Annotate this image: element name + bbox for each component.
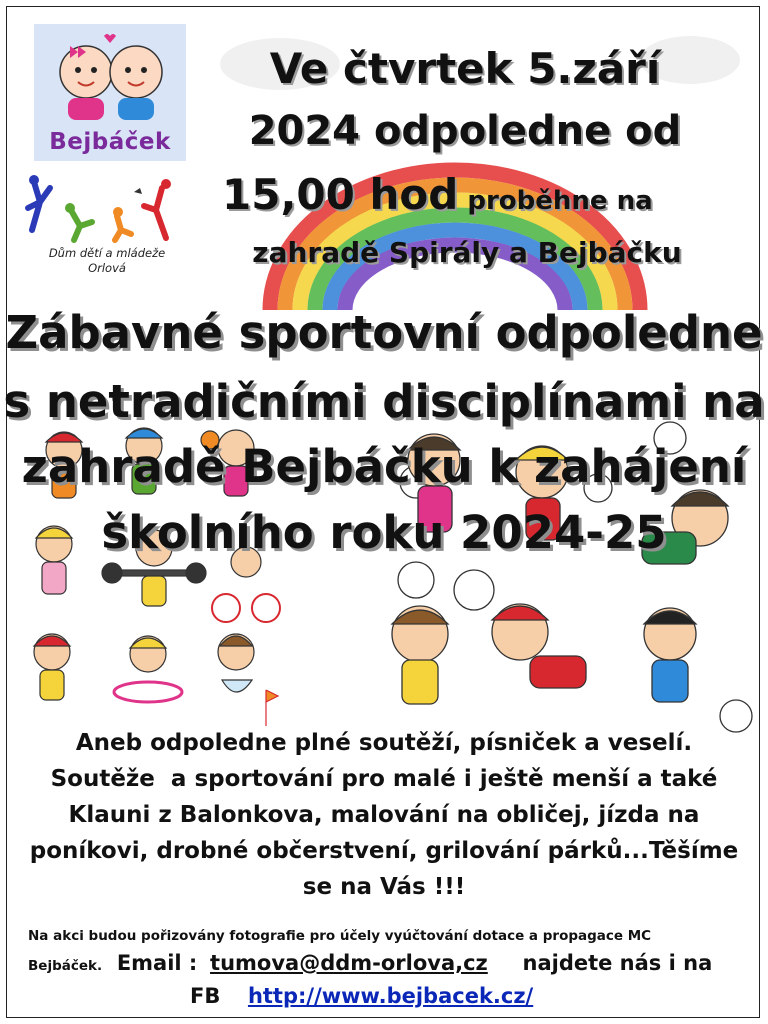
babies-icon bbox=[34, 28, 186, 128]
photo-notice: Na akci budou pořizovány fotografie pro účely vyúčtování dotace a propagace MC bbox=[28, 928, 652, 944]
contact-line bbox=[28, 951, 712, 975]
org-name: Bejbáček. bbox=[28, 958, 103, 974]
description-line-4: poníkovi, drobné občerstvení, grilování párků...Těšíme bbox=[29, 838, 739, 864]
website-link[interactable]: http://www.bejbacek.cz/ bbox=[247, 984, 534, 1008]
header-time: 15,00 hod bbox=[222, 170, 459, 219]
header-line-1: Ve čtvrtek 5.září bbox=[269, 44, 661, 93]
website-line bbox=[190, 984, 533, 1008]
headline-line-4: školního roku 2024-25 bbox=[101, 506, 667, 559]
description-line-3: Klauni z Balonkova, malování na obličej, jízda na bbox=[68, 802, 700, 828]
description-line-2: Soutěže a sportování pro malé i ještě menší a také bbox=[50, 766, 718, 792]
header-line-3 bbox=[222, 170, 653, 219]
email-link[interactable]: tumova@ddm-orlova,cz bbox=[210, 951, 488, 975]
description-line-1: Aneb odpoledne plné soutěží, písniček a veselí. bbox=[75, 730, 693, 756]
ddm-logo-text bbox=[22, 246, 192, 276]
headline-line-1: Zábavné sportovní odpoledne bbox=[5, 306, 763, 359]
header-line-4: zahradě Spirály a Bejbáčku bbox=[252, 236, 682, 269]
ddm-logo-line1: Dům dětí a mládeže bbox=[48, 246, 166, 260]
description-line-5: se na Vás !!! bbox=[302, 874, 466, 900]
headline-line-3: zahradě Bejbáčku k zahájení bbox=[21, 440, 747, 493]
bejbacek-logo bbox=[34, 24, 186, 161]
ddm-orlova-logo bbox=[22, 172, 192, 288]
find-us-text: najdete nás i na bbox=[522, 951, 713, 975]
header-line-3-rest: proběhne na bbox=[458, 186, 653, 216]
headline-line-2: s netradičními disciplínami na bbox=[3, 375, 765, 428]
bejbacek-logo-text: Bejbáček bbox=[49, 129, 171, 155]
ddm-logo-line2: Orlová bbox=[88, 261, 126, 275]
header-line-2: 2024 odpoledne od bbox=[248, 108, 682, 154]
event-description bbox=[10, 725, 758, 905]
fb-label: FB bbox=[190, 984, 221, 1008]
email-label: Email : bbox=[116, 951, 198, 975]
dancing-figures-icon bbox=[22, 172, 192, 244]
